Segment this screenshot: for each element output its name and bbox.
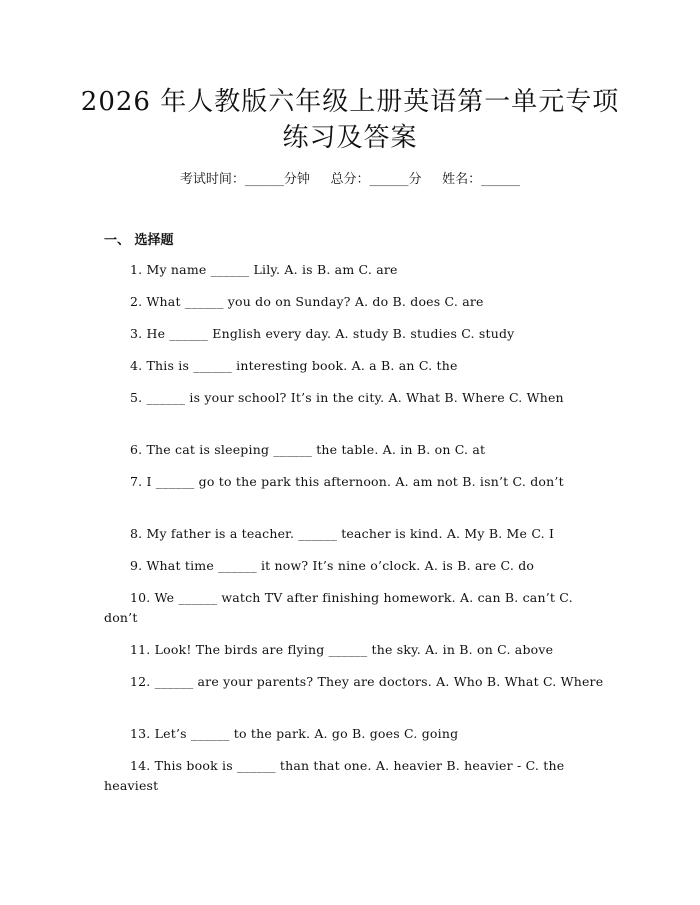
question-item: 11. Look! The birds are flying ______ the sky. A. in B. on C. above (130, 642, 554, 657)
question-item: 3. He ______ English every day. A. study B. studies C. study (130, 326, 515, 341)
question-item: 14. This book is ______ than that one. A. heavier B. heavier - C. the heaviest (104, 758, 565, 793)
question-item: 10. We ______ watch TV after finishing homework. A. can B. can’t C. don’t (104, 590, 573, 625)
section-heading: 一、 选择题 (104, 233, 174, 248)
question-item: 4. This is ______ interesting book. A. a B. an C. the (130, 358, 458, 373)
question-item: 13. Let’s ______ to the park. A. go B. goes C. going (130, 726, 459, 741)
page-title-line-2: 练习及答案 (282, 123, 418, 153)
question-item: 8. My father is a teacher. ______ teacher is kind. A. My B. Me C. I (130, 526, 555, 541)
exam-info-line: 考试时间：______分钟 总分：______分 姓名：______ (179, 172, 521, 187)
question-item: 12. ______ are your parents? They are doctors. A. Who B. What C. Where (130, 674, 604, 689)
question-item: 5. ______ is your school? It’s in the city. A. What B. Where C. When (130, 390, 564, 405)
question-item: 9. What time ______ it now? It’s nine o’clock. A. is B. are C. do (130, 558, 535, 573)
question-item: 6. The cat is sleeping ______ the table. A. in B. on C. at (130, 442, 486, 457)
question-item: 2. What ______ you do on Sunday? A. do B. does C. are (130, 294, 484, 309)
page-title-line-1: 2026 年人教版六年级上册英语第一单元专项 (80, 87, 620, 117)
question-item: 1. My name ______ Lily. A. is B. am C. are (130, 262, 398, 277)
question-item: 7. I ______ go to the park this afternoon. A. am not B. isn’t C. don’t (130, 474, 564, 489)
